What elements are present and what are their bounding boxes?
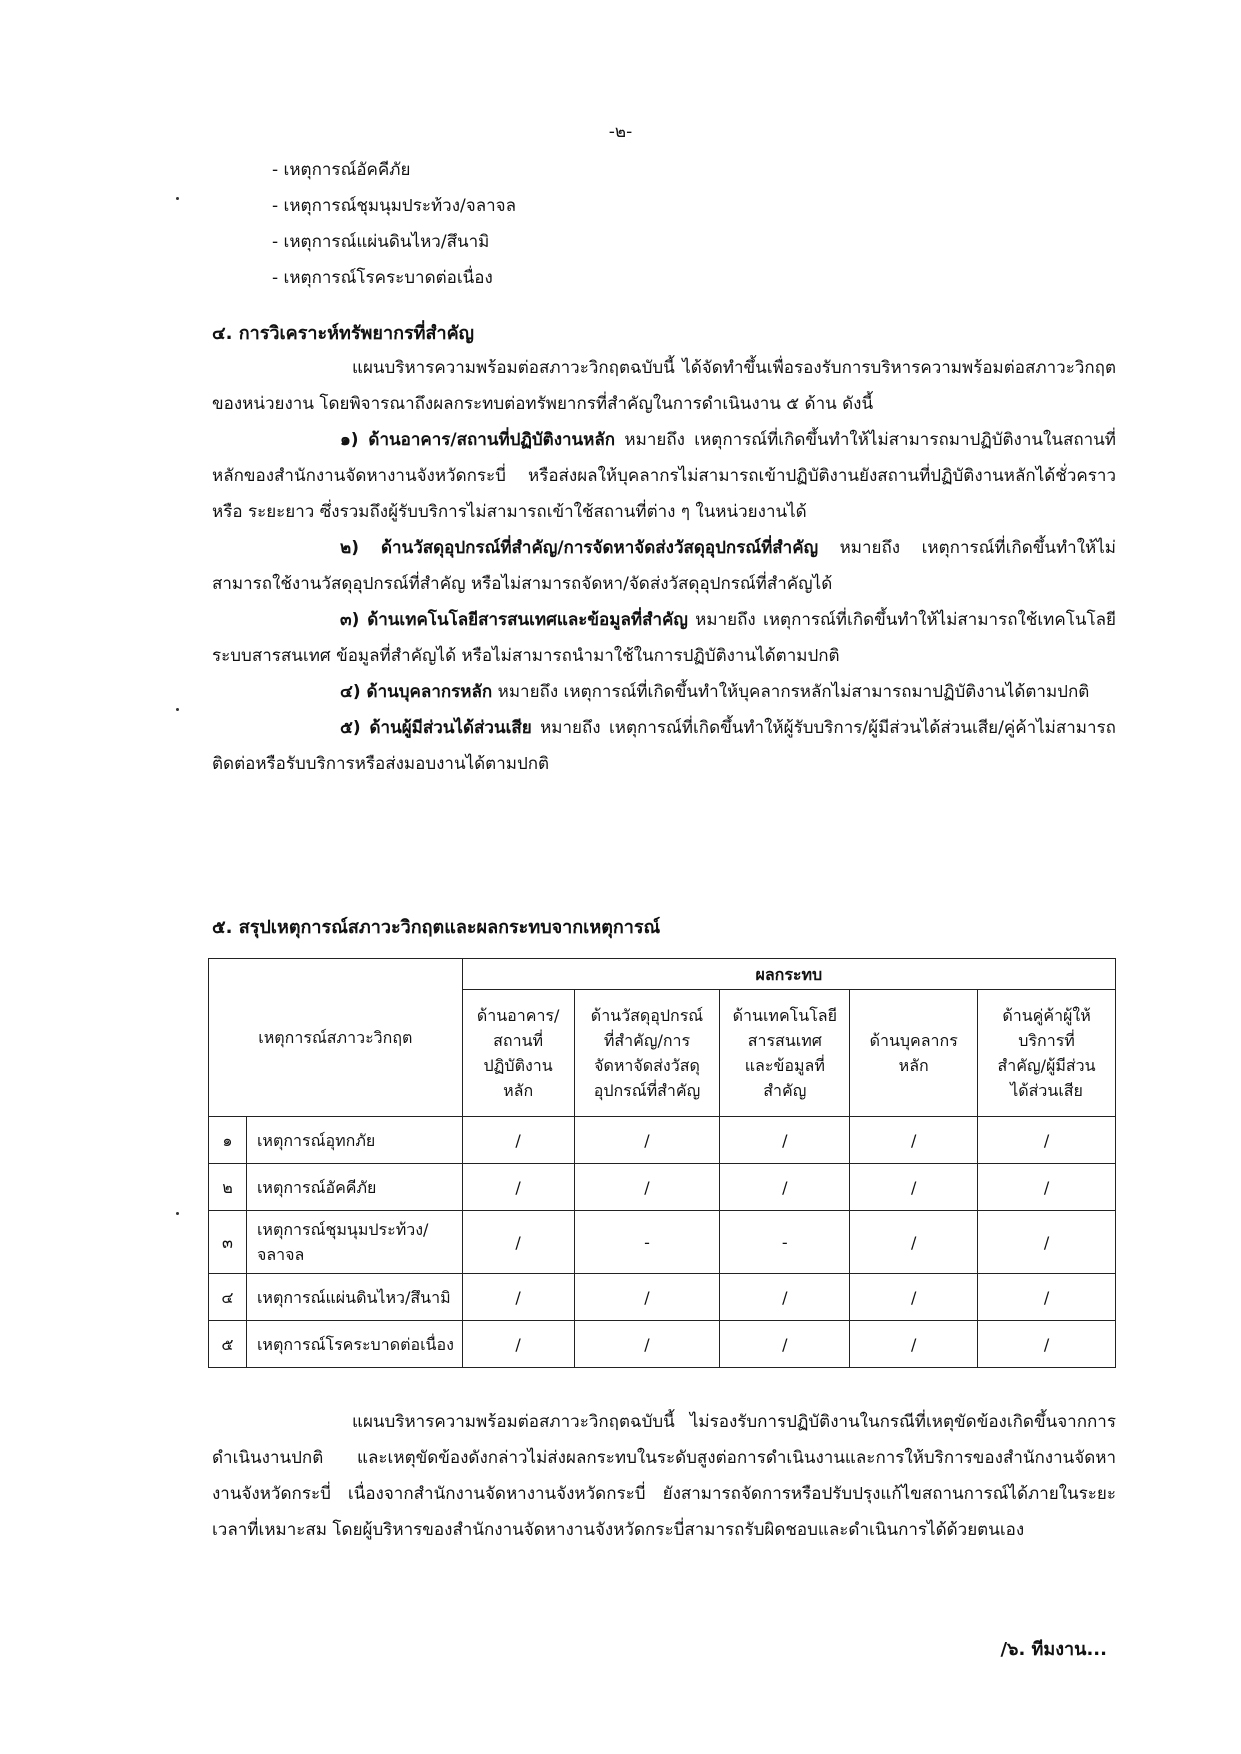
impact-mark: /	[574, 1321, 720, 1368]
table-row	[209, 1164, 1116, 1211]
row-number: ๔	[209, 1274, 247, 1321]
row-number: ๑	[209, 1117, 247, 1164]
impact-mark: /	[978, 1164, 1116, 1211]
resource-item-3	[212, 602, 1116, 674]
resource-item-title: ๕) ด้านผู้มีส่วนได้ส่วนเสีย	[340, 718, 532, 738]
closing-text: แผนบริหารความพร้อมต่อสภาวะวิกฤตฉบับนี้ ไม่รองรับการปฏิบัติงานในกรณีที่เหตุขัดข้องเกิดขึ้นจากการดำเนินงานปกติ และเหตุขัดข้องดังกล่าวไม่ส่งผลกระทบในระดับสูงต่อการดำเนินงานและการให้บริการของสำนักงานจัดหางานจังหวัดกระบี่ เนื่องจากสำนักงานจัดหางานจังหวัดกระบี่ ยังสามารถจัดการหรือปรับปรุงแก้ไขสถานการณ์ได้ภายในระยะเวลาที่เหมาะสม โดยผู้บริหารของสำนักงานจัดหางานจังหวัดกระบี่สามารถรับผิดชอบและดำเนินการได้ด้วยตนเอง	[212, 1412, 1116, 1540]
event-name: เหตุการณ์อัคคีภัย	[246, 1164, 462, 1211]
table-row	[209, 1117, 1116, 1164]
row-number: ๒	[209, 1164, 247, 1211]
section-4-heading: ๔. การวิเคราะห์ทรัพยากรที่สำคัญ	[212, 323, 474, 344]
speck	[176, 708, 179, 711]
table-row	[209, 1211, 1116, 1274]
resource-item-title: ๓) ด้านเทคโนโลยีสารสนเทศและข้อมูลที่สำคัญ	[340, 610, 688, 630]
resource-item-1	[212, 422, 1116, 530]
impact-column-header: ด้านอาคาร/ สถานที่ ปฏิบัติงาน หลัก	[462, 990, 574, 1117]
resource-item-2	[212, 530, 1116, 602]
impact-mark: /	[462, 1321, 574, 1368]
section-5-heading: ๕. สรุปเหตุการณ์สภาวะวิกฤตและผลกระทบจากเหตุการณ์	[212, 917, 661, 938]
impact-mark: /	[850, 1164, 978, 1211]
list-item: - เหตุการณ์แผ่นดินไหว/สึนามิ	[272, 232, 490, 252]
row-number: ๕	[209, 1321, 247, 1368]
event-name: เหตุการณ์โรคระบาดต่อเนื่อง	[246, 1321, 462, 1368]
impact-mark: /	[850, 1274, 978, 1321]
speck	[176, 197, 179, 200]
impact-mark: /	[462, 1117, 574, 1164]
resource-item-text: หมายถึง เหตุการณ์ที่เกิดขึ้นทำให้ไม่สามารถใช้งานวัสดุอุปกรณ์ที่สำคัญ หรือไม่สามารถจัดหา/จัดส่งวัสดุอุปกรณ์ที่สำคัญได้	[212, 538, 1116, 594]
impact-mark: -	[574, 1211, 720, 1274]
resource-item-text: หมายถึง เหตุการณ์ที่เกิดขึ้นทำให้ไม่สามารถมาปฏิบัติงานในสถานที่หลักของสำนักงานจัดหางานจังหวัดกระบี่ หรือส่งผลให้บุคลากรไม่สามารถเข้าปฏิบัติงานยังสถานที่ปฏิบัติงานหลักได้ชั่วคราว หรือ ระยะยาว ซึ่งรวมถึงผู้รับบริการไม่สามารถเข้าใช้สถานที่ต่าง ๆ ในหน่วยงานได้	[212, 430, 1116, 522]
next-page-catchword: /๖. ทีมงาน...	[1000, 1639, 1107, 1660]
resource-item-text: หมายถึง เหตุการณ์ที่เกิดขึ้นทำให้ผู้รับบริการ/ผู้มีส่วนได้ส่วนเสีย/คู่ค้าไม่สามารถติดต่อหรือรับบริการหรือส่งมอบงานได้ตามปกติ	[212, 718, 1116, 774]
speck	[176, 1212, 179, 1215]
impact-mark: /	[720, 1274, 850, 1321]
impact-mark: -	[720, 1211, 850, 1274]
event-header: เหตุการณ์สภาวะวิกฤต	[209, 959, 463, 1117]
list-item: - เหตุการณ์อัคคีภัย	[272, 160, 411, 180]
list-item: - เหตุการณ์ชุมนุมประท้วง/จลาจล	[272, 196, 517, 216]
section-4-intro: แผนบริหารความพร้อมต่อสภาวะวิกฤตฉบับนี้ ได้จัดทำขึ้นเพื่อรองรับการบริหารความพร้อมต่อสภาวะวิกฤตของหน่วยงาน โดยพิจารณาถึงผลกระทบต่อทรัพยากรที่สำคัญในการดำเนินงาน ๕ ด้าน ดังนี้	[212, 358, 1116, 414]
page-number: -๒-	[608, 122, 633, 142]
table-row	[209, 1274, 1116, 1321]
row-number: ๓	[209, 1211, 247, 1274]
impact-mark: /	[978, 1321, 1116, 1368]
impact-mark: /	[978, 1274, 1116, 1321]
event-name: เหตุการณ์อุทกภัย	[246, 1117, 462, 1164]
impact-mark: /	[978, 1117, 1116, 1164]
impact-mark: /	[574, 1274, 720, 1321]
list-item: - เหตุการณ์โรคระบาดต่อเนื่อง	[272, 268, 493, 288]
closing-paragraph	[212, 1404, 1116, 1548]
impact-column-header: ด้านคู่ค้าผู้ให้ บริการที่ สำคัญ/ผู้มีส่วน ได้ส่วนเสีย	[978, 990, 1116, 1117]
impact-column-header: ด้านบุคลากร หลัก	[850, 990, 978, 1117]
event-name: เหตุการณ์แผ่นดินไหว/สึนามิ	[246, 1274, 462, 1321]
impact-column-header: ด้านเทคโนโลยี สารสนเทศ และข้อมูลที่ สำคัญ	[720, 990, 850, 1117]
impact-mark: /	[850, 1117, 978, 1164]
impact-mark: /	[720, 1117, 850, 1164]
impact-mark: /	[462, 1211, 574, 1274]
impact-mark: /	[720, 1164, 850, 1211]
impact-mark: /	[574, 1164, 720, 1211]
impact-mark: /	[720, 1321, 850, 1368]
impact-header: ผลกระทบ	[462, 959, 1115, 990]
impact-mark: /	[462, 1274, 574, 1321]
event-name: เหตุการณ์ชุมนุมประท้วง/ จลาจล	[246, 1211, 462, 1274]
impact-mark: /	[574, 1117, 720, 1164]
resource-item-4	[212, 674, 1116, 710]
impact-column-header: ด้านวัสดุอุปกรณ์ ที่สำคัญ/การ จัดหาจัดส่งวัสดุ อุปกรณ์ที่สำคัญ	[574, 990, 720, 1117]
resource-item-text: หมายถึง เหตุการณ์ที่เกิดขึ้นทำให้บุคลากรหลักไม่สามารถมาปฏิบัติงานได้ตามปกติ	[492, 682, 1090, 702]
impact-mark: /	[850, 1211, 978, 1274]
resource-item-5	[212, 710, 1116, 782]
resource-item-text: หมายถึง เหตุการณ์ที่เกิดขึ้นทำให้ไม่สามารถใช้เทคโนโลยี ระบบสารสนเทศ ข้อมูลที่สำคัญได้ หรือไม่สามารถนำมาใช้ในการปฏิบัติงานได้ตามปกติ	[212, 610, 1116, 666]
resource-item-title: ๒) ด้านวัสดุอุปกรณ์ที่สำคัญ/การจัดหาจัดส่งวัสดุอุปกรณ์ที่สำคัญ	[340, 538, 819, 558]
table-row	[209, 1321, 1116, 1368]
resource-item-title: ๔) ด้านบุคลากรหลัก	[340, 682, 493, 702]
impact-table	[208, 958, 1116, 1368]
impact-mark: /	[978, 1211, 1116, 1274]
impact-mark: /	[462, 1164, 574, 1211]
resource-item-title: ๑) ด้านอาคาร/สถานที่ปฏิบัติงานหลัก	[340, 430, 616, 450]
section-4-body	[212, 350, 1116, 782]
hazard-list	[272, 152, 516, 296]
impact-mark: /	[850, 1321, 978, 1368]
